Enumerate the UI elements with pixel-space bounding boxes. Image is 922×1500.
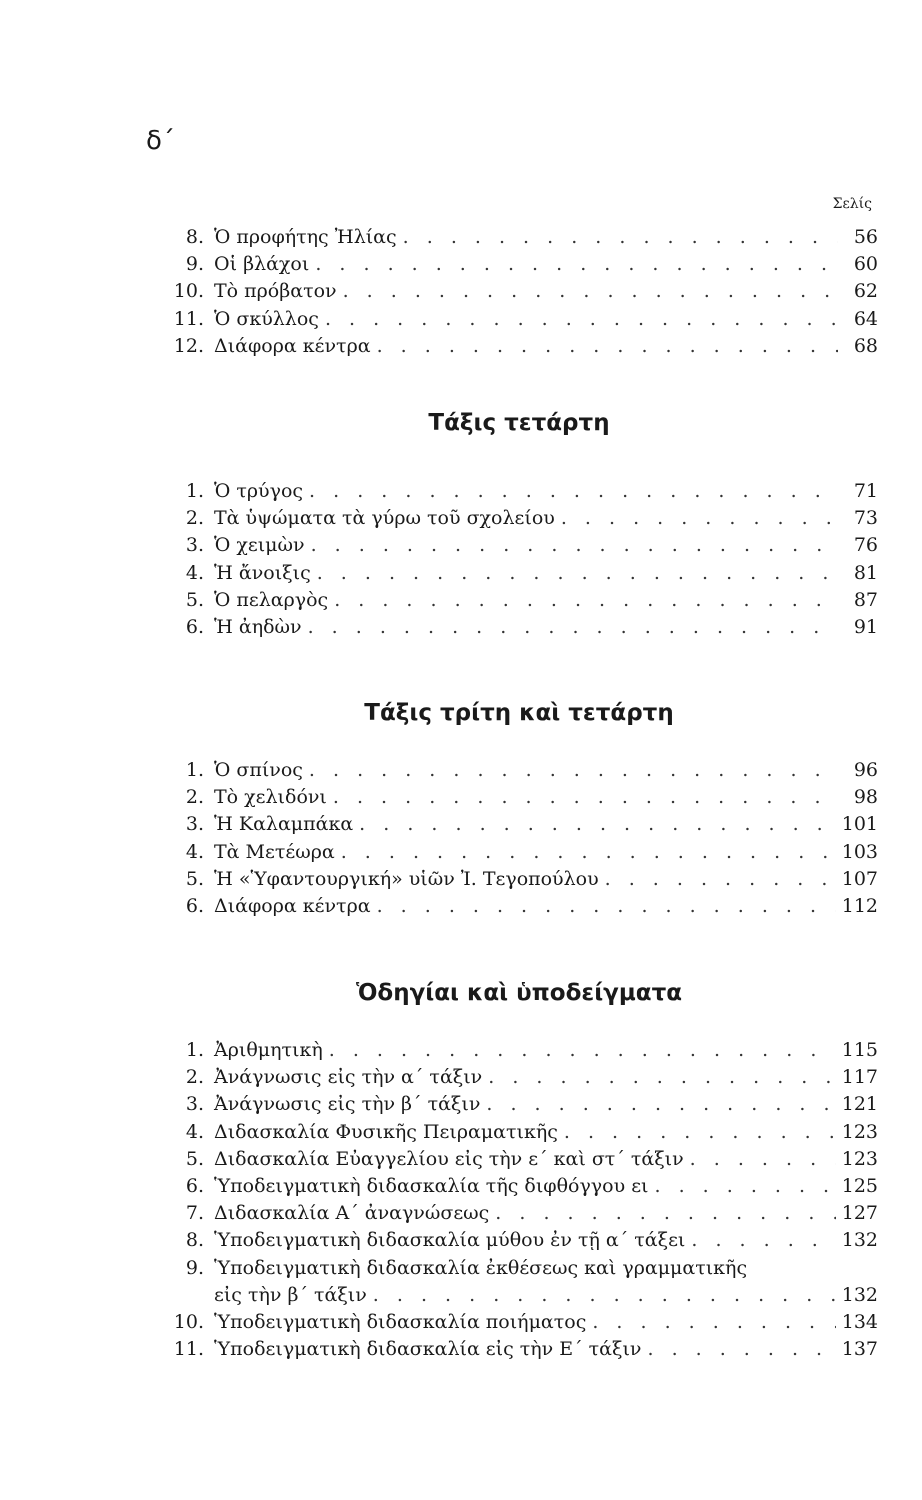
dot-leader — [309, 478, 838, 505]
toc-entry — [160, 224, 878, 251]
entry-page: 87 — [853, 588, 878, 611]
entry-number: 6. — [185, 894, 204, 917]
dot-leader — [377, 333, 838, 360]
toc-entry — [160, 1146, 878, 1173]
dot-leader — [377, 893, 836, 920]
entry-page: 76 — [853, 534, 878, 557]
entry-title: Διδασκαλία Εὐαγγελίου εἰς τὴν ε΄ καὶ στ΄ τάξιν — [214, 1147, 684, 1170]
entry-title: Ὑποδειγματικὴ διδασκαλία τῆς διφθόγγου ει — [214, 1174, 649, 1197]
entry-number: 11. — [173, 307, 204, 330]
entry-number: 10. — [173, 1310, 204, 1333]
entry-title: Ὑποδειγματικὴ διδασκαλία εἰς τὴν Ε΄ τάξιν — [214, 1338, 642, 1361]
entry-number: 1. — [185, 759, 204, 781]
toc-entry — [160, 251, 878, 278]
entry-title: Διάφορα κέντρα — [214, 334, 371, 357]
dot-leader — [655, 1173, 836, 1200]
entry-title: Ἀριθμητικὴ — [214, 1039, 323, 1061]
toc-entry — [160, 1255, 878, 1282]
entry-page: 56 — [853, 226, 878, 248]
dot-leader — [564, 1119, 836, 1146]
entry-page: 132 — [841, 1283, 878, 1306]
entry-number: 4. — [185, 1120, 204, 1143]
entry-page: 121 — [841, 1093, 878, 1116]
entry-number: 3. — [185, 534, 204, 557]
entry-number: 7. — [185, 1202, 204, 1225]
page-number: δ΄ — [146, 126, 175, 156]
entry-title: Τὰ ὑψώματα τὰ γύρω τοῦ σχολείου — [214, 507, 555, 530]
entry-title: Ἀνάγνωσις εἰς τὴν α΄ τάξιν — [214, 1066, 483, 1089]
dot-leader — [486, 1091, 835, 1118]
entry-number: 11. — [173, 1338, 204, 1361]
entry-title: Ὑποδειγματικὴ διδασκαλία μύθου ἐν τῇ α΄ τάξει — [214, 1229, 686, 1252]
dot-leader — [308, 614, 838, 641]
toc-entry — [160, 278, 878, 305]
entry-page: 123 — [841, 1120, 878, 1143]
entry-title: Τὸ πρόβατον — [214, 280, 337, 303]
entry-page: 81 — [853, 561, 878, 584]
entry-number: 8. — [185, 226, 204, 248]
toc-list — [160, 224, 878, 360]
dot-leader — [309, 757, 838, 784]
toc-entry — [160, 532, 878, 559]
entry-title: Διάφορα κέντρα — [214, 894, 371, 917]
entry-title: Οἱ βλάχοι — [214, 253, 310, 276]
dot-leader — [561, 505, 838, 532]
entry-page: 112 — [841, 894, 878, 917]
entry-page: 132 — [841, 1229, 878, 1252]
entry-number: 3. — [185, 813, 204, 836]
dot-leader — [359, 811, 836, 838]
toc-list — [160, 478, 878, 641]
entry-number: 4. — [185, 840, 204, 863]
entry-page: 103 — [841, 840, 878, 863]
toc-entry — [160, 866, 878, 893]
toc-entry — [160, 757, 878, 784]
entry-title: Ὑποδειγματικὴ διδασκαλία ἐκθέσεως καὶ γραμματικῆς — [214, 1256, 748, 1279]
entry-page: 96 — [853, 759, 878, 781]
dot-leader — [333, 784, 838, 811]
entry-title: Διδασκαλία Φυσικῆς Πειραματικῆς — [214, 1120, 558, 1143]
entry-page: 98 — [853, 786, 878, 809]
dot-leader — [329, 1037, 836, 1064]
entry-page: 91 — [853, 615, 878, 638]
entry-page: 137 — [841, 1338, 878, 1361]
entry-number: 8. — [185, 1229, 204, 1252]
dot-leader — [373, 1282, 836, 1309]
entry-page: 64 — [853, 307, 878, 330]
toc-list — [160, 757, 878, 920]
entry-page: 125 — [841, 1174, 878, 1197]
entry-page: 117 — [841, 1066, 878, 1089]
toc-list — [160, 1037, 878, 1363]
entry-page: 101 — [841, 813, 878, 836]
dot-leader — [605, 866, 836, 893]
entry-page: 73 — [853, 507, 878, 530]
entry-page: 123 — [841, 1147, 878, 1170]
entry-number: 2. — [185, 786, 204, 809]
entry-page: 68 — [853, 334, 878, 357]
dot-leader — [317, 560, 838, 587]
entry-page: 60 — [853, 253, 878, 276]
entry-title-continuation: εἰς τὴν β΄ τάξιν — [214, 1283, 367, 1306]
dot-leader — [311, 532, 838, 559]
dot-leader — [341, 839, 836, 866]
toc-entry — [160, 306, 878, 333]
entry-title: Τὰ Μετέωρα — [214, 840, 335, 863]
entry-title: Ὑποδειγματικὴ διδασκαλία ποιήματος — [214, 1310, 587, 1333]
entry-title: Ἡ Καλαμπάκα — [214, 813, 354, 836]
entry-number: 1. — [185, 480, 204, 502]
entry-number: 2. — [185, 507, 204, 530]
toc-entry — [160, 893, 878, 920]
dot-leader — [334, 587, 838, 614]
section-title: Ὁδηγίαι καὶ ὑποδείγματα — [355, 980, 683, 1006]
entry-title: Ὁ σπίνος — [214, 759, 303, 781]
column-header-page: Σελίς — [832, 196, 872, 212]
entry-title: Ὁ πελαργὸς — [214, 588, 329, 611]
toc-entry — [160, 839, 878, 866]
toc-entry — [160, 587, 878, 614]
toc-entry — [160, 1227, 878, 1254]
entry-number: 6. — [185, 615, 204, 638]
entry-page: 71 — [853, 480, 878, 502]
entry-number: 5. — [185, 1147, 204, 1170]
dot-leader — [343, 278, 838, 305]
toc-entry — [160, 1091, 878, 1118]
toc-entry — [160, 1119, 878, 1146]
entry-title: Ἀνάγνωσις εἰς τὴν β΄ τάξιν — [214, 1093, 481, 1116]
dot-leader — [691, 1227, 835, 1254]
toc-entry-continuation — [160, 1282, 878, 1309]
entry-number: 3. — [185, 1093, 204, 1116]
entry-page: 107 — [841, 867, 878, 890]
toc-entry — [160, 505, 878, 532]
dot-leader — [647, 1336, 835, 1363]
entry-number: 5. — [185, 867, 204, 890]
toc-entry — [160, 1037, 878, 1064]
entry-page: 62 — [853, 280, 878, 303]
entry-number: 6. — [185, 1174, 204, 1197]
entry-title: Ἡ «Ὑφαντουργική» υἱῶν Ἰ. Τεγοπούλου — [214, 867, 599, 890]
entry-title: Ὁ τρύγος — [214, 480, 304, 502]
dot-leader — [690, 1146, 836, 1173]
entry-number: 10. — [173, 280, 204, 303]
section-title: Τάξις τρίτη καὶ τετάρτη — [364, 700, 674, 726]
dot-leader — [592, 1309, 835, 1336]
toc-entry — [160, 1200, 878, 1227]
entry-title: Ὁ χειμὼν — [214, 534, 305, 557]
entry-number: 12. — [173, 334, 204, 357]
toc-entry — [160, 333, 878, 360]
entry-title: Ὁ προφήτης Ἠλίας — [214, 226, 397, 248]
entry-title: Διδασκαλία Α΄ ἀναγνώσεως — [214, 1202, 490, 1225]
dot-leader — [403, 224, 838, 251]
toc-entry — [160, 1173, 878, 1200]
entry-number: 2. — [185, 1066, 204, 1089]
toc-entry — [160, 811, 878, 838]
entry-title: Ὁ σκύλλος — [214, 307, 319, 330]
entry-page: 134 — [841, 1310, 878, 1333]
entry-title: Ἡ ἀηδὼν — [214, 615, 302, 638]
toc-entry — [160, 1309, 878, 1336]
entry-number: 5. — [185, 588, 204, 611]
entry-number: 9. — [185, 1256, 204, 1279]
entry-title: Τὸ χελιδόνι — [214, 786, 327, 809]
entry-number: 1. — [185, 1039, 204, 1061]
dot-leader — [315, 251, 838, 278]
toc-entry — [160, 1336, 878, 1363]
toc-entry — [160, 614, 878, 641]
entry-number: 4. — [185, 561, 204, 584]
entry-page: 127 — [841, 1202, 878, 1225]
entry-number: 9. — [185, 253, 204, 276]
toc-entry — [160, 478, 878, 505]
entry-page: 115 — [841, 1039, 878, 1061]
dot-leader — [495, 1200, 835, 1227]
toc-entry — [160, 784, 878, 811]
dot-leader — [325, 306, 838, 333]
dot-leader — [488, 1064, 835, 1091]
section-title: Τάξις τετάρτη — [428, 410, 610, 436]
entry-title: Ἡ ἄνοιξις — [214, 561, 311, 584]
toc-entry — [160, 1064, 878, 1091]
toc-entry — [160, 560, 878, 587]
